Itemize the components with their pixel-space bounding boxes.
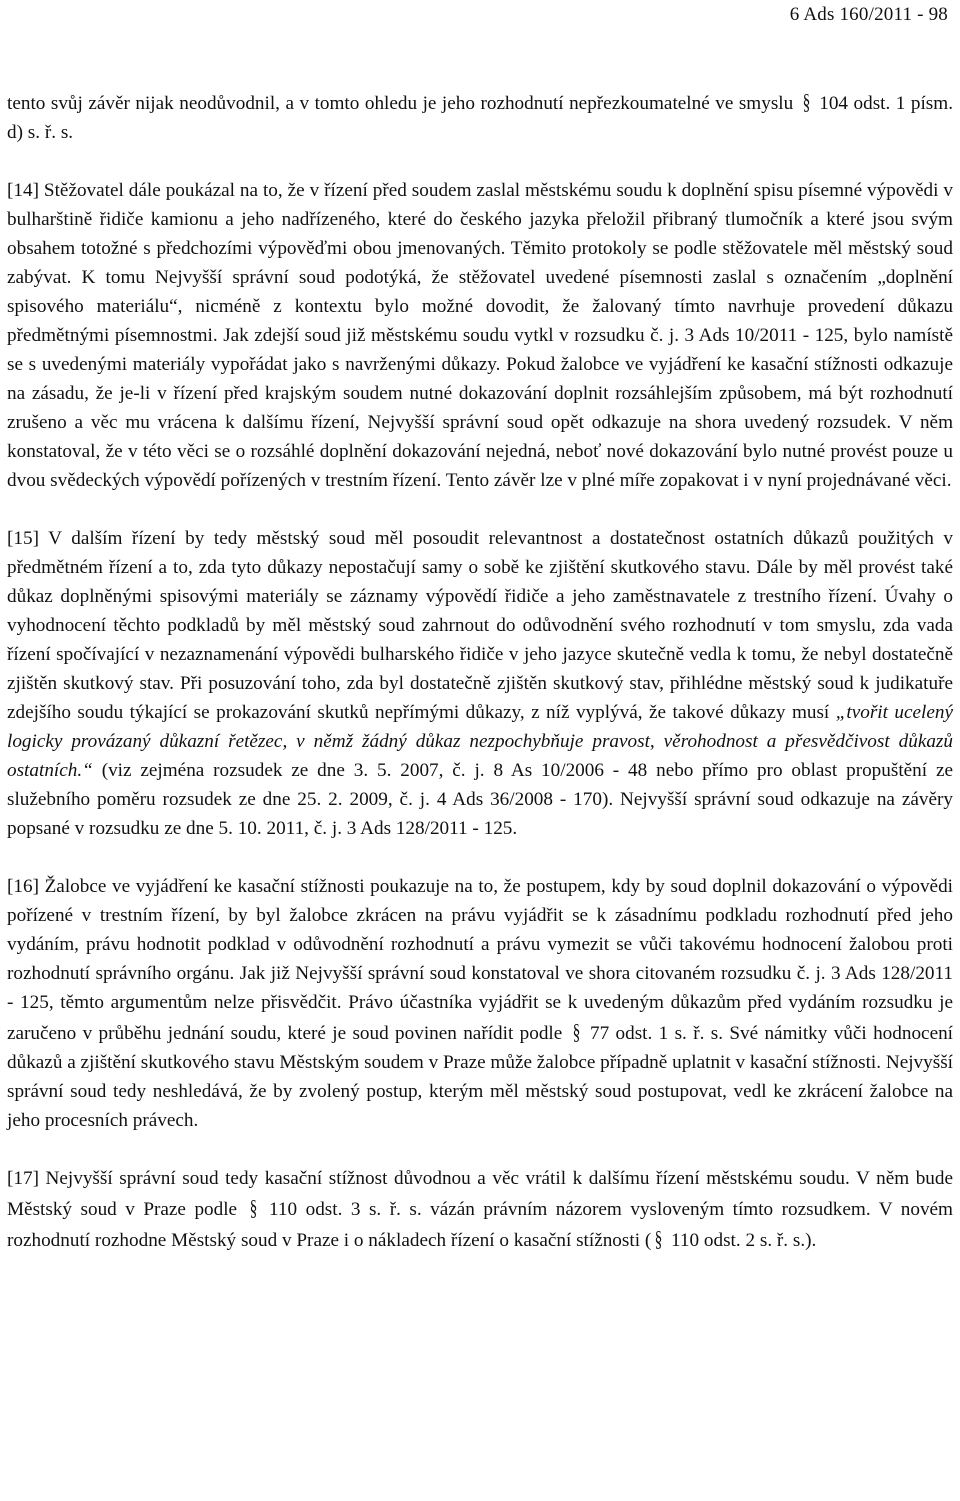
paragraph-14-text: Stěžovatel dále poukázal na to, že v řízení před soudem zaslal městskému soudu k doplnění spisu písemné výpovědi v bulharštině řidiče kamionu a jeho nadřízeného, které do českého jazyka přeložil přibraný tlumočník a které jsou svým obsahem totožné s předchozími výpověďmi obou jmenovaných. Těmito protokoly se podle stěžovatele měl městský soud zabývat. K tomu Nejvyšší správní soud podotýká, že stěžovatel uvedené písemnosti zaslal s označením „doplnění spisového materiálu“, nicméně z kontextu bylo možné dovodit, že žalovaný tímto navrhuje provedení důkazu předmětnými písemnostmi. Jak zdejší soud již městskému soudu vytkl v rozsudku č. j. 3 Ads 10/2011 - 125, bylo namístě se s uvedenými materiály vypořádat jako s navrženými důkazy. Pokud žalobce ve vyjádření ke kasační stížnosti odkazuje na zásadu, že je-li v řízení před krajským soudem nutné dokazování doplnit rozsáhlejším způsobem, má být rozhodnutí zrušeno a věc mu vrácena k dalšímu řízení, Nejvyšší správní soud opět odkazuje na shora uvedený rozsudek. V něm konstatoval, že v této věci se o rozsáhlé doplnění dokazování nejedná, neboť nové dokazování bylo nutné provést pouze u dvou svědeckých výpovědí pořízených v trestním řízení. Tento závěr lze v plné míře zopakovat i v nyní projednávané věci. [7,180,954,491]
intro-text-a: tento svůj závěr nijak neodůvodnil, a v tomto ohledu je jeho rozhodnutí nepřezkoumatelné ve smyslu [7,93,799,114]
paragraph-17-text-b: 110 odst. 3 s. ř. s. vázán právním názorem vysloveným tímto rozsudkem. V novém rozhodnutí rozhodne Městský soud v Praze i o nákladech řízení o kasační stížnosti ( [7,1199,953,1251]
paragraph-number: [16] [7,876,39,897]
paragraph-15-quote: „tvořit ucelený logicky provázaný důkazní řetězec, v němž žádný důkaz nezpochybňuje pravost, věrohodnost a přesvědčivost důkazů ostatních.“ [7,702,953,781]
paragraph-14 [7,176,953,495]
section-symbol: § [802,89,811,114]
paragraph-16 [7,872,953,1135]
paragraph-17 [7,1164,953,1255]
section-symbol: § [572,1019,580,1044]
paragraph-number: [14] [7,180,39,201]
paragraph-15 [7,524,953,843]
paragraph-15-text-a: V dalším řízení by tedy městský soud měl posoudit relevantnost a dostatečnost ostatních důkazů použitých v předmětném řízení a to, zda tyto důkazy nepostačují samy o sobě ke zjištění skutkového stavu. Dále by měl provést také důkaz doplněnými spisovými materiály se záznamy výpovědí řidiče a jeho zaměstnavatele z trestního řízení. Úvahy o vyhodnocení těchto podkladů by měl městský soud zahrnout do odůvodnění svého rozhodnutí v tom smyslu, zda vada řízení spočívající v nezaznamenání výpovědi bulharského řidiče v jeho jazyce skutečně vedla k tomu, že nebyl dostatečně zjištěn skutkový stav. Při posuzování toho, zda byl dostatečně zjištěn skutkový stav, přihlédne městský soud k judikatuře zdejšího soudu týkající se prokazování skutků nepřímými důkazy, z níž vyplývá, že takové důkazy musí [7,528,953,723]
section-symbol: § [249,1195,257,1220]
paragraph-17-text-c: 110 odst. 2 s. ř. s.). [666,1230,817,1251]
page-header-case-ref: 6 Ads 160/2011 - 98 [789,4,948,25]
paragraph-17-text-a: Nejvyšší správní soud tedy kasační stížnost důvodnou a věc vrátil k dalšímu řízení městskému soudu. V něm bude Městský soud v Praze podle [7,1168,953,1220]
intro-text-b: 104 odst. 1 písm. d) s. ř. s. [7,93,953,143]
paragraph-intro [7,87,953,147]
paragraph-number: [17] [7,1168,39,1189]
section-symbol: § [654,1226,663,1251]
document-body [7,87,953,1255]
paragraph-16-text-a: Žalobce ve vyjádření ke kasační stížnosti poukazuje na to, že postupem, kdy by soud doplnil dokazování o výpovědi pořízené v trestním řízení, by byl žalobce zkrácen na právu vyjádřit se k zásadnímu podkladu rozhodnutí před jeho vydáním, právu hodnotit podklad v odůvodnění rozhodnutí a právu vymezit se vůči takovému hodnocení žalobou proti rozhodnutí správního orgánu. Jak již Nejvyšší správní soud konstatoval ve shora citovaném rozsudku č. j. 3 Ads 128/2011 - 125, těmto argumentům nelze přisvědčit. Právo účastníka vyjádřit se k uvedeným důkazům před vydáním rozsudku je zaručeno v průběhu jednání soudu, které je soud povinen nařídit podle [7,876,953,1044]
paragraph-15-text-b: (viz zejména rozsudek ze dne 3. 5. 2007, č. j. 8 As 10/2006 - 48 nebo přímo pro oblast propuštění ze služebního poměru rozsudek ze dne 25. 2. 2009, č. j. 4 Ads 36/2008 - 170). Nejvyšší správní soud odkazuje na závěry popsané v rozsudku ze dne 5. 10. 2011, č. j. 3 Ads 128/2011 - 125. [7,760,953,839]
paragraph-16-text-b: 77 odst. 1 s. ř. s. Své námitky vůči hodnocení důkazů a zjištění skutkového stavu Městským soudem v Praze může žalobce případně uplatnit v kasační stížnosti. Nejvyšší správní soud tedy neshledává, že by zvolený postup, kterým měl městský soud postupovat, vedl ke zkrácení žalobce na jeho procesních právech. [7,1023,954,1131]
paragraph-number: [15] [7,528,39,549]
